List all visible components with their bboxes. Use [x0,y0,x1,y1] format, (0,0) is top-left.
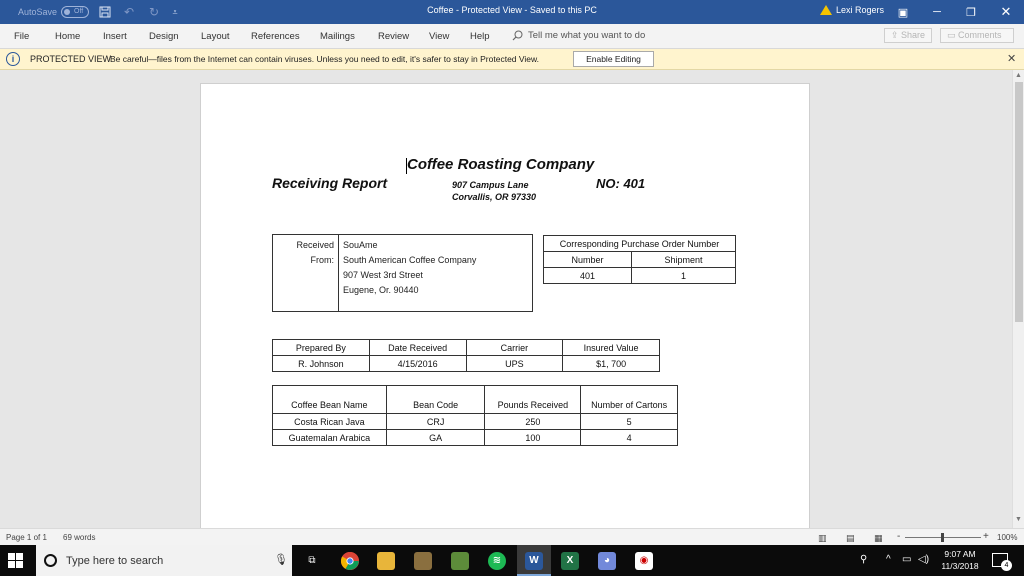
scroll-down-icon[interactable]: ▼ [1015,516,1022,523]
protected-view-message: Be careful—files from the Internet can contain viruses. Unless you need to edit, it's safer to stay in Protected View. [110,54,540,64]
tab-file[interactable]: File [14,31,30,42]
po-shipment: 1 [631,268,735,284]
header-pounds-received: Pounds Received [485,386,581,414]
header-bean-name: Coffee Bean Name [273,386,387,414]
clock[interactable] [934,548,986,572]
web-layout-icon[interactable]: ▦ [874,533,883,543]
tell-me-search[interactable] [512,30,645,41]
enable-editing-button[interactable]: Enable Editing [573,51,654,67]
tab-layout[interactable]: Layout [201,31,230,42]
warning-icon [820,5,832,15]
tab-help[interactable]: Help [470,31,490,42]
autosave-label: AutoSave [18,7,58,17]
people-icon[interactable]: ⚲ [860,554,868,565]
app-icon[interactable] [414,552,432,570]
notification-center-icon[interactable] [992,553,1008,567]
purchase-order-table [543,235,736,284]
file-explorer-icon[interactable] [377,552,395,570]
autosave-switch[interactable]: Off [61,6,89,18]
customize-qat-icon[interactable]: ⩡ [172,6,178,17]
battery-icon[interactable]: ▭ [902,554,912,565]
supplier-city: Eugene, Or. 90440 [343,285,419,295]
table-row [273,414,678,430]
po-header-shipment: Shipment [631,252,735,268]
notification-count: 4 [1001,560,1012,571]
share-icon: ⇪ [891,30,902,40]
ribbon-tabs [0,24,1024,49]
tab-design[interactable]: Design [149,31,179,42]
zoom-in-icon[interactable]: + [983,531,989,542]
received-from-label [273,235,339,311]
received-label: Received [296,240,334,250]
tab-references[interactable]: References [251,31,300,42]
app-icon[interactable]: ◉ [635,552,653,570]
supplier-code: SouAme [343,240,378,250]
header-prepared-by: Prepared By [273,340,370,356]
pounds-received: 250 [485,414,581,430]
header-carrier: Carrier [466,340,563,356]
header-number-of-cartons: Number of Cartons [581,386,678,414]
comment-icon: ▭ [947,30,959,40]
status-bar [0,528,1024,545]
scroll-up-icon[interactable]: ▲ [1015,72,1022,79]
title-bar [0,0,1024,24]
prepared-by: R. Johnson [273,356,370,372]
page-count[interactable]: Page 1 of 1 [6,533,47,542]
chrome-icon[interactable] [341,552,359,570]
bean-code: CRJ [386,414,485,430]
po-table-title: Corresponding Purchase Order Number [544,236,736,252]
received-from-box [272,234,533,312]
cartons: 4 [581,430,678,446]
scrollbar-thumb[interactable] [1015,82,1023,322]
share-button[interactable] [884,28,932,43]
supplier-address [343,238,476,298]
comments-button[interactable] [940,28,1014,43]
report-title: Receiving Report [272,175,388,191]
supplier-street: 907 West 3rd Street [343,270,423,280]
header-bean-code: Bean Code [386,386,485,414]
tab-review[interactable]: Review [378,31,410,42]
discord-icon[interactable]: ◕ [598,552,616,570]
company-name: Coffee Roasting Company [407,156,595,173]
zoom-level[interactable]: 100% [997,533,1018,542]
bean-code: GA [386,430,485,446]
print-layout-icon[interactable]: ▤ [846,533,855,543]
word-count[interactable]: 69 words [63,533,96,542]
zoom-slider-thumb[interactable] [941,533,944,542]
protected-view-bar [0,49,1024,70]
tell-me-text: Tell me what you want to do [528,30,646,41]
task-view-icon[interactable]: ⧉ [308,555,316,566]
document-page[interactable] [200,83,810,528]
save-icon[interactable] [97,4,113,20]
autosave-toggle[interactable] [18,0,89,24]
word-icon[interactable]: W [525,552,543,570]
excel-icon[interactable]: X [561,552,579,570]
bean-name: Costa Rican Java [273,414,387,430]
document-title: Coffee - Protected View - Saved to this PC [427,5,597,15]
microphone-icon[interactable]: 🎙 [274,554,288,566]
header-date-received: Date Received [369,340,466,356]
windows-start-icon[interactable] [8,553,24,569]
carrier: UPS [466,356,563,372]
receipt-details-table [272,339,660,372]
po-header-number: Number [544,252,632,268]
tab-home[interactable]: Home [55,31,81,42]
taskbar-search-box[interactable] [36,545,292,576]
volume-icon[interactable]: ◁) [918,554,930,565]
close-bar-icon[interactable]: ✕ [1007,53,1017,65]
shield-info-icon: i [6,52,20,66]
spotify-icon[interactable]: ≋ [488,552,506,570]
search-placeholder: Type here to search [66,555,164,567]
user-name: Lexi Rogers [836,5,885,15]
tab-insert[interactable]: Insert [103,31,127,42]
lightbulb-search-icon [512,30,523,41]
ribbon-display-options-icon[interactable]: ▣ [897,6,909,19]
comments-label: Comments [958,30,1002,40]
date-received: 4/15/2016 [369,356,466,372]
undo-icon[interactable]: ↶ [123,5,135,19]
redo-icon[interactable]: ↻ [148,5,160,19]
protected-view-label: PROTECTED VIEW [30,54,112,64]
header-insured-value: Insured Value [563,340,660,356]
document-area[interactable] [0,70,1012,528]
report-number: NO: 401 [596,176,646,191]
supplier-name: South American Coffee Company [343,255,477,265]
coffee-bean-table [272,385,678,446]
tab-view[interactable]: View [429,31,450,42]
user-account[interactable] [820,5,884,15]
table-row [273,356,660,372]
address-line-1: 907 Campus Lane [452,180,529,190]
cartons: 5 [581,414,678,430]
clock-date: 11/3/2018 [941,561,979,571]
table-row [273,430,678,446]
minecraft-icon[interactable] [451,552,469,570]
tab-mailings[interactable]: Mailings [320,31,355,42]
address-line-2: Corvallis, OR 97330 [452,192,537,202]
show-hidden-icons-icon[interactable]: ^ [886,554,891,565]
table-row [544,268,736,284]
cortana-icon[interactable] [44,554,57,567]
from-label: From: [310,255,334,265]
read-mode-icon[interactable]: ▥ [818,533,827,543]
zoom-out-icon[interactable]: - [897,531,901,542]
close-icon[interactable]: ✕ [1000,4,1012,19]
bean-name: Guatemalan Arabica [273,430,387,446]
po-number: 401 [544,268,632,284]
clock-time: 9:07 AM [944,549,976,559]
taskbar [0,545,1024,576]
restore-icon[interactable]: ❐ [966,6,976,19]
insured-value: $1, 700 [563,356,660,372]
minimize-icon[interactable]: ─ [933,6,941,18]
share-label: Share [901,30,926,40]
vertical-scrollbar[interactable] [1012,70,1024,528]
pounds-received: 100 [485,430,581,446]
